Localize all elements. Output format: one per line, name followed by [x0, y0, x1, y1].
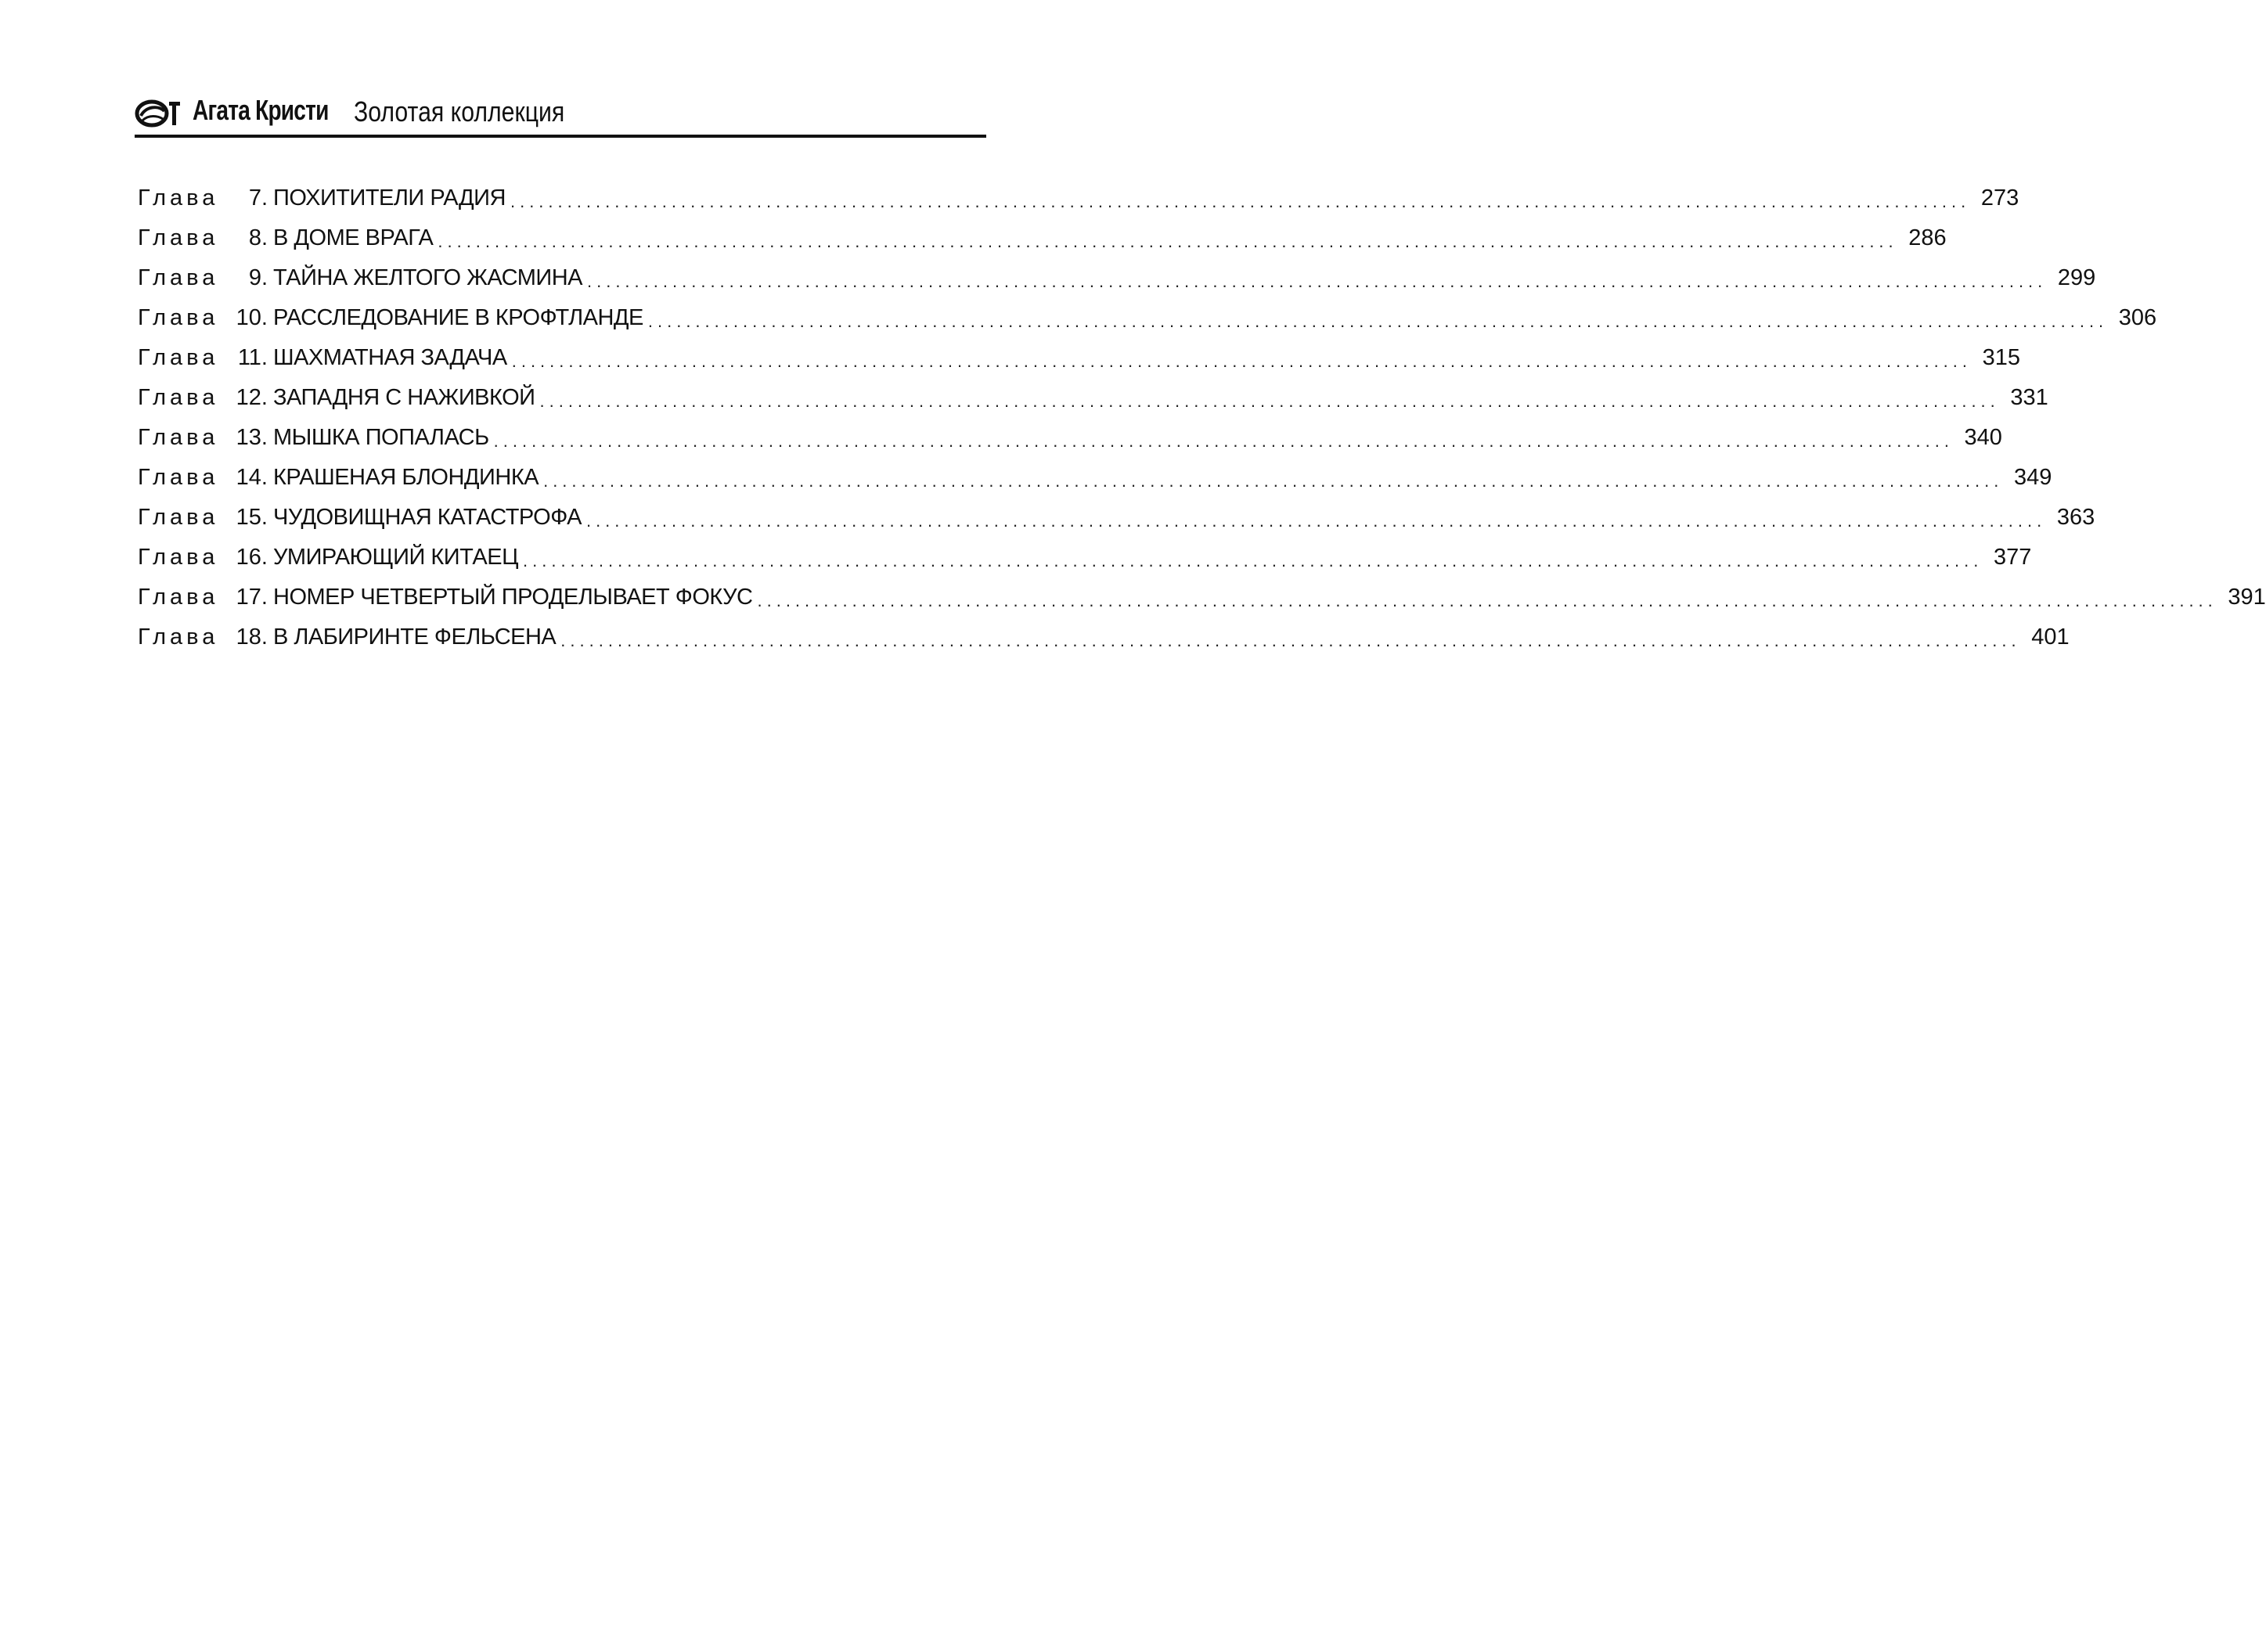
toc-chapter-number: 15. [236, 505, 268, 530]
toc-chapter-number: 10. [236, 305, 268, 330]
toc-chapter-number: 13. [236, 425, 268, 450]
toc-chapter-label: Глава [138, 465, 219, 490]
toc-dot-leader: .......................................................................................................................................................... [647, 311, 2109, 331]
toc-chapter-number: 8. [248, 225, 268, 250]
toc-dot-leader: .......................................................................................................................................................... [493, 430, 1954, 451]
toc-page-number: 315 [1982, 345, 2021, 370]
toc-entry [138, 498, 2095, 538]
toc-chapter-number: 16. [236, 545, 268, 570]
toc-entry [138, 378, 2048, 418]
toc-page-number: 331 [2010, 385, 2048, 410]
toc-entry [138, 418, 2002, 458]
toc-chapter-title: ЧУДОВИЩНАЯ КАТАСТРОФА [273, 505, 582, 530]
toc-chapter-number: 14. [236, 465, 268, 490]
toc-entry [138, 218, 1947, 258]
toc-entry [138, 578, 2266, 617]
toc-chapter-title: ТАЙНА ЖЕЛТОГО ЖАСМИНА [273, 265, 582, 290]
toc-entry [138, 298, 2157, 338]
series-name: Агата Кристи [193, 94, 329, 126]
publisher-logo-icon [135, 99, 182, 128]
toc-chapter-title: УМИРАЮЩИЙ КИТАЕЦ [273, 545, 519, 570]
toc-chapter-label: Глава [138, 185, 219, 211]
toc-dot-leader: .......................................................................................................................................................... [757, 590, 2217, 610]
toc-page-number: 340 [1964, 425, 2002, 450]
toc-dot-leader: .......................................................................................................................................................... [585, 510, 2047, 531]
toc-chapter-label: Глава [138, 345, 219, 370]
toc-chapter-label: Глава [138, 425, 219, 450]
toc-dot-leader: .......................................................................................................................................................... [438, 231, 1898, 251]
toc-chapter-label: Глава [138, 505, 219, 530]
toc-page-number: 377 [1993, 545, 2032, 570]
header-divider [135, 135, 986, 138]
toc-chapter-number: 17. [236, 585, 268, 610]
toc-entry [138, 458, 2052, 498]
toc-chapter-title: НОМЕР ЧЕТВЕРТЫЙ ПРОДЕЛЫВАЕТ ФОКУС [273, 585, 753, 610]
toc-chapter-title: ПОХИТИТЕЛИ РАДИЯ [273, 185, 506, 211]
toc-entry [138, 258, 2096, 298]
toc-chapter-label: Глава [138, 585, 219, 610]
running-header [135, 92, 986, 136]
toc-page-number: 306 [2118, 305, 2157, 330]
toc-chapter-number: 12. [236, 385, 268, 410]
toc-chapter-title: ЗАПАДНЯ С НАЖИВКОЙ [273, 385, 535, 410]
toc-dot-leader: .......................................................................................................................................................... [523, 550, 1983, 570]
toc-page-number: 401 [2031, 624, 2070, 650]
toc-page-number: 286 [1908, 225, 1947, 250]
toc-dot-leader: .......................................................................................................................................................... [511, 351, 1972, 371]
toc-chapter-label: Глава [138, 624, 219, 650]
toc-page-number: 273 [1980, 185, 2019, 211]
toc-dot-leader: .......................................................................................................................................................... [543, 470, 2004, 491]
table-of-contents [138, 178, 2266, 657]
toc-dot-leader: .......................................................................................................................................................... [586, 271, 2048, 291]
toc-chapter-label: Глава [138, 225, 219, 250]
toc-page-number: 363 [2056, 505, 2095, 530]
toc-chapter-title: КРАШЕНАЯ БЛОНДИНКА [273, 465, 539, 490]
toc-chapter-label: Глава [138, 305, 219, 330]
collection-name: Золотая коллекция [354, 95, 565, 128]
toc-chapter-label: Глава [138, 385, 219, 410]
toc-chapter-title: В ДОМЕ ВРАГА [273, 225, 434, 250]
toc-chapter-number: 18. [236, 624, 268, 650]
toc-chapter-number: 7. [248, 185, 268, 211]
toc-page-number: 299 [2057, 265, 2096, 290]
toc-entry [138, 538, 2032, 578]
toc-chapter-title: МЫШКА ПОПАЛАСЬ [273, 425, 489, 450]
toc-chapter-label: Глава [138, 545, 219, 570]
toc-chapter-title: В ЛАБИРИНТЕ ФЕЛЬСЕНА [273, 624, 557, 650]
toc-chapter-number: 9. [248, 265, 268, 290]
toc-chapter-title: ШАХМАТНАЯ ЗАДАЧА [273, 345, 507, 370]
toc-entry [138, 338, 2021, 378]
toc-page-number: 349 [2013, 465, 2052, 490]
toc-dot-leader: .......................................................................................................................................................... [560, 630, 2021, 650]
toc-chapter-title: РАССЛЕДОВАНИЕ В КРОФТЛАНДЕ [273, 305, 643, 330]
toc-dot-leader: .......................................................................................................................................................... [539, 391, 2000, 411]
toc-chapter-number: 11. [237, 345, 268, 370]
toc-entry [138, 617, 2070, 657]
toc-page-number: 391 [2228, 585, 2266, 610]
toc-dot-leader: .......................................................................................................................................................... [510, 191, 1971, 211]
toc-chapter-label: Глава [138, 265, 219, 290]
toc-entry [138, 178, 2019, 218]
